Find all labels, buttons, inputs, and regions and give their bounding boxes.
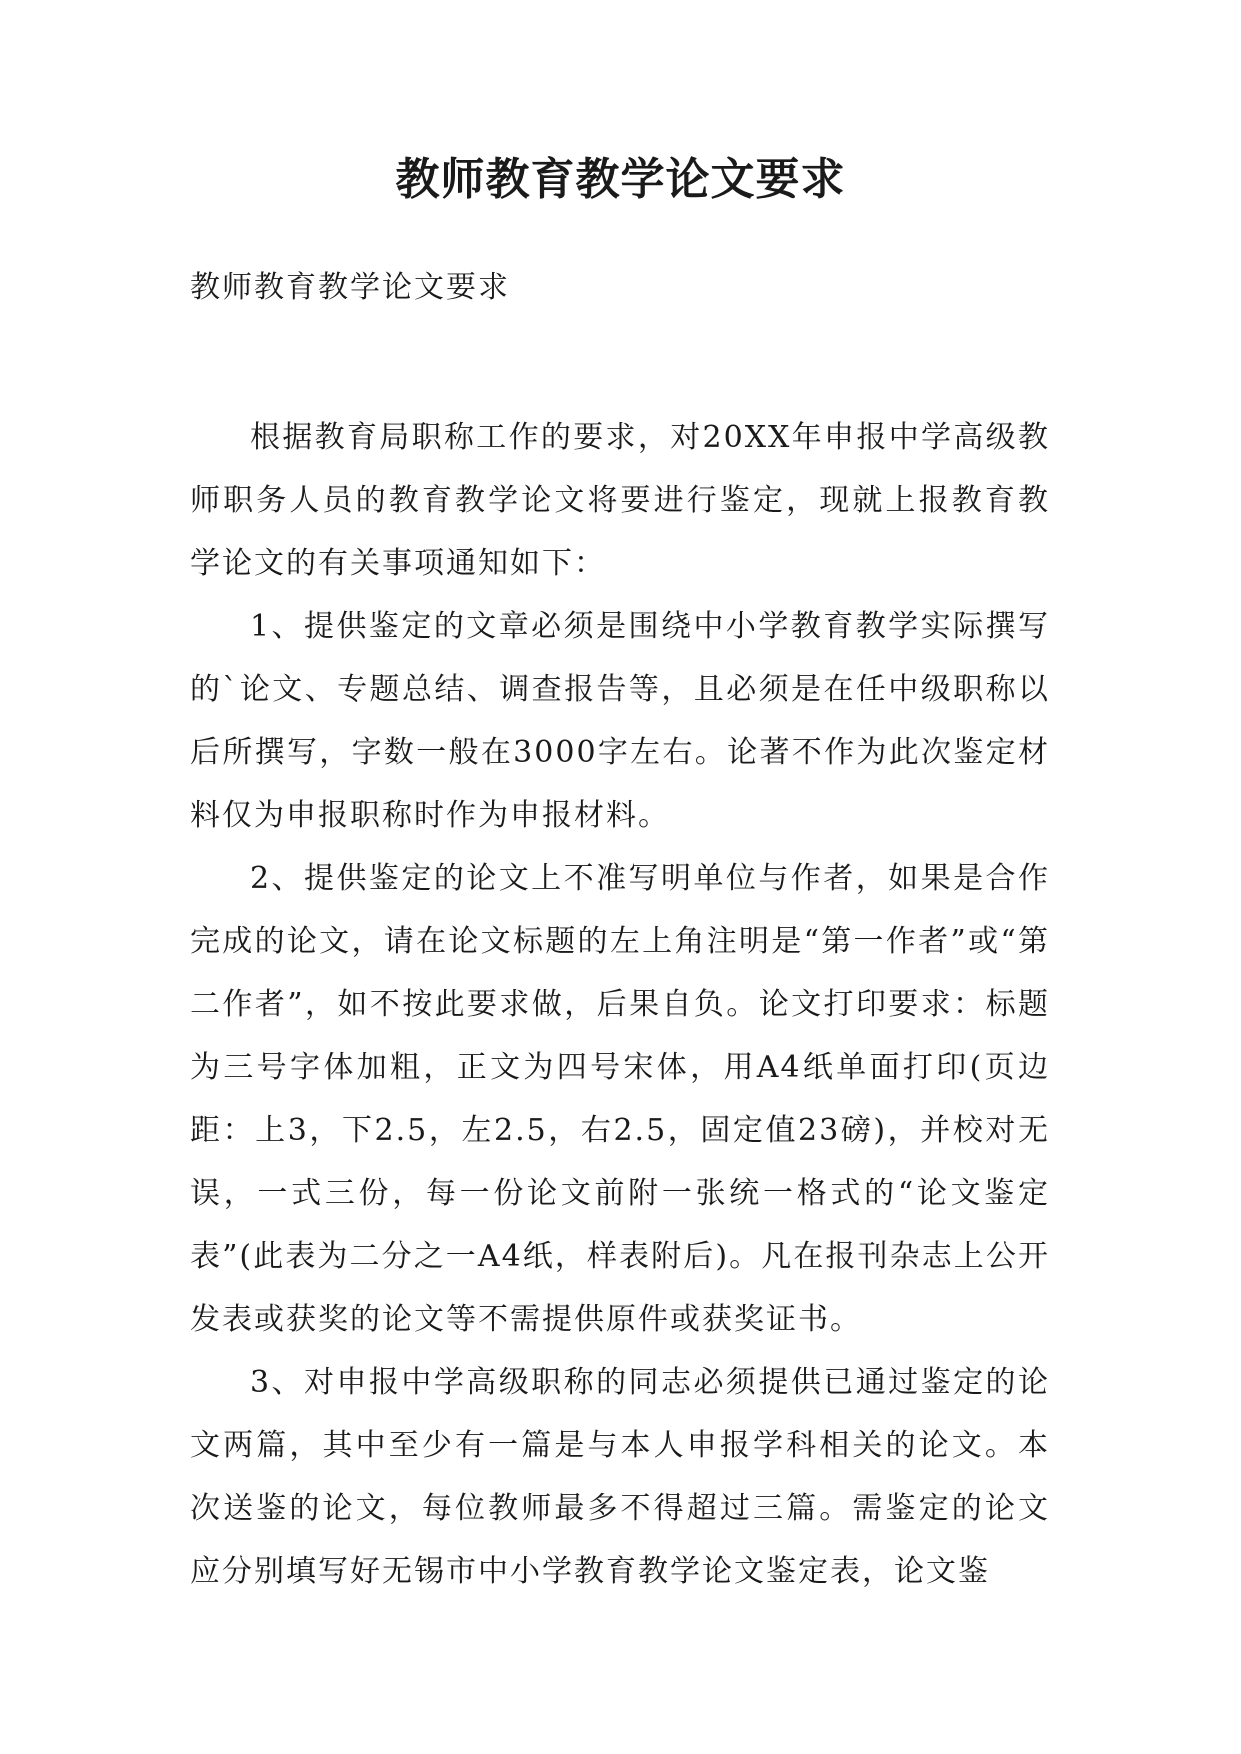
page-title: 教师教育教学论文要求: [395, 154, 846, 205]
paragraph-intro: 根据教育局职称工作的要求，对20XX年申报中学高级教师职务人员的教育教学论文将要进行鉴定，现就上报教育教学论文的有关事项通知如下：: [190, 420, 1050, 581]
paragraph-item-3: 3、对申报中学高级职称的同志必须提供已通过鉴定的论文两篇，其中至少有一篇是与本人申报学科相关的论文。本次送鉴的论文，每位教师最多不得超过三篇。需鉴定的论文应分别填写好无锡市中小学教育教学论文鉴定表，论文鉴: [190, 1365, 1050, 1589]
paragraph-item-2: 2、提供鉴定的论文上不准写明单位与作者，如果是合作完成的论文，请在论文标题的左上角注明是“第一作者”或“第二作者”，如不按此要求做，后果自负。论文打印要求：标题为三号字体加粗，正文为四号宋体，用A4纸单面打印(页边距：上3，下2.5，左2.5，右2.5，固定值23磅)，并校对无误，一式三份，每一份论文前附一张统一格式的“论文鉴定表”(此表为二分之一A4纸，样表附后)。凡在报刊杂志上公开发表或获奖的论文等不需提供原件或获奖证书。: [190, 861, 1050, 1337]
paragraph-item-1: 1、提供鉴定的文章必须是围绕中小学教育教学实际撰写的`论文、专题总结、调查报告等，且必须是在任中级职称以后所撰写，字数一般在3000字左右。论著不作为此次鉴定材料仅为申报职称时作为申报材料。: [190, 609, 1050, 833]
document-body: [190, 406, 1050, 1603]
document-subtitle: 教师教育教学论文要求: [190, 270, 510, 305]
